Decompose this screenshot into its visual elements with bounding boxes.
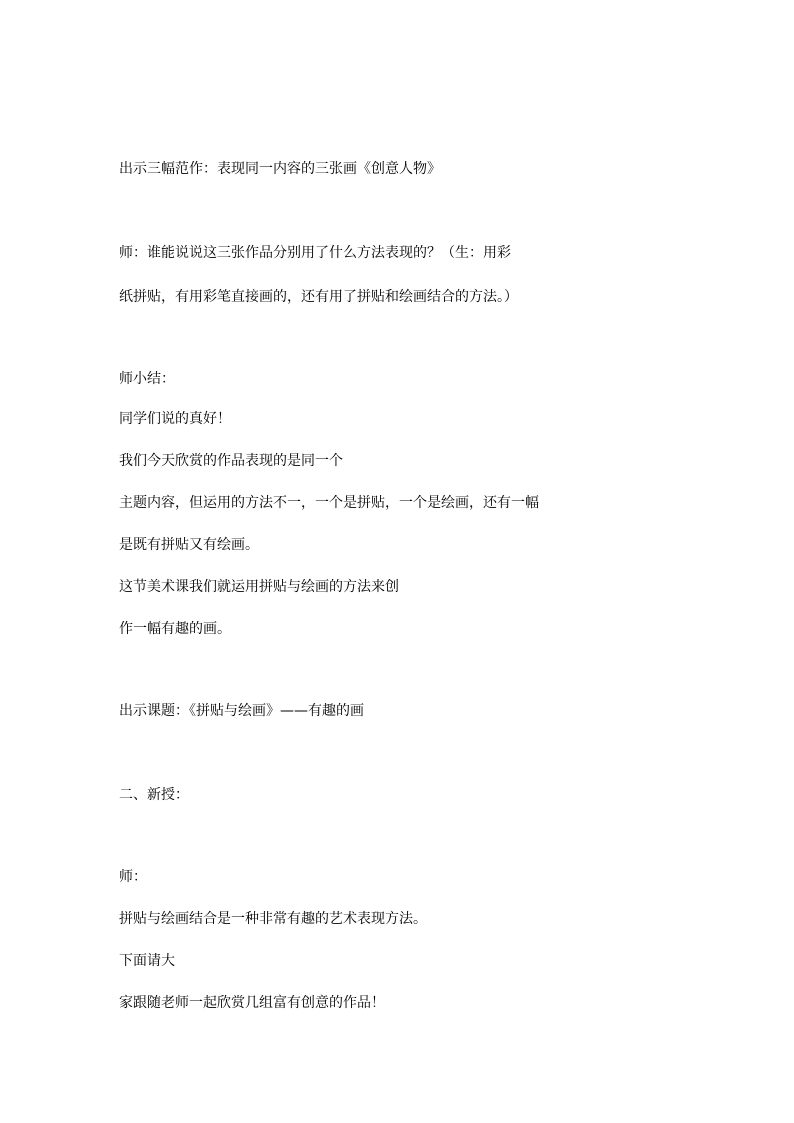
text-line-praise: 同学们说的真好！ [119, 411, 231, 427]
text-line-teacher-label: 师： [119, 869, 147, 885]
text-line-teacher-summary: 师小结： [119, 371, 175, 387]
text-line-works-same-theme: 我们今天欣赏的作品表现的是同一个 [119, 453, 343, 469]
text-line-lesson-title: 出示课题：《拼贴与绘画》——有趣的画 [119, 703, 364, 719]
text-line-art-class-intro: 这节美术课我们就运用拼贴与绘画的方法来创 [119, 579, 399, 595]
text-line-student-answer: 纸拼贴，有用彩笔直接画的，还有用了拼贴和绘画结合的方法。） [119, 289, 518, 305]
text-line-collage-and-painting: 是既有拼贴又有绘画。 [119, 537, 259, 553]
text-line-next-invite: 下面请大 [119, 953, 175, 969]
text-line-collage-method: 拼贴与绘画结合是一种非常有趣的艺术表现方法。 [119, 911, 427, 927]
text-line-teacher-question: 师：谁能说说这三张作品分别用了什么方法表现的？（生：用彩 [119, 245, 511, 261]
section-heading-new-lesson: 二、新授： [119, 787, 189, 803]
text-line-show-examples: 出示三幅范作：表现同一内容的三张画《创意人物》 [119, 161, 441, 177]
text-line-methods-differ: 主题内容，但运用的方法不一，一个是拼贴，一个是绘画，还有一幅 [119, 495, 539, 511]
text-line-appreciate-works: 家跟随老师一起欣赏几组富有创意的作品！ [119, 995, 385, 1011]
text-line-create-picture: 作一幅有趣的画。 [119, 621, 231, 637]
